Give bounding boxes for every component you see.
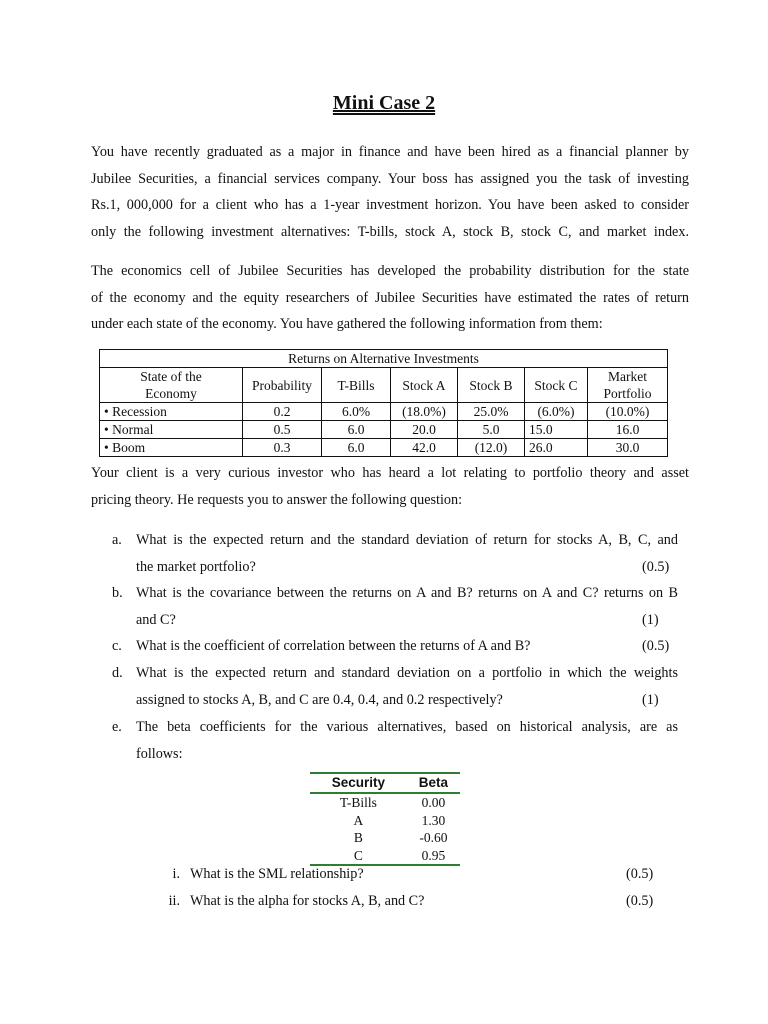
economics-line: of the economy and the equity researchers of Jubilee Securities have estimated the rates of return (91, 289, 689, 306)
question-b (112, 580, 678, 633)
question-text: What is the expected return and the standard deviation of return for stocks A, B, C, and (136, 532, 678, 548)
question-letter: c. (112, 638, 122, 654)
question-text: the market portfolio? (136, 558, 256, 575)
cell-beta: 1.30 (421, 812, 446, 828)
header-stock-b: Stock B (458, 368, 525, 403)
subquestion-text: What is the alpha for stocks A, B, and C? (190, 893, 425, 909)
table-row (100, 403, 668, 421)
table-row (310, 793, 460, 812)
client-paragraph (91, 460, 689, 513)
intro-line: Jubilee Securities, a financial services company. Your boss has assigned you the task of investing (91, 170, 689, 187)
question-text: and C? (136, 611, 176, 628)
header-probability: Probability (243, 368, 322, 403)
question-text: What is the covariance between the returns on A and B? returns on A and C? returns on B (136, 585, 678, 601)
intro-line: You have recently graduated as a major in finance and have been hired as a financial planner by (91, 144, 689, 160)
cell-stock-a: 42.0 (391, 439, 458, 457)
returns-table-header-row (100, 368, 668, 403)
returns-table-caption: Returns on Alternative Investments (100, 350, 668, 368)
subquestion-text: What is the SML relationship? (190, 866, 364, 882)
client-line: Your client is a very curious investor who has heard a lot relating to portfolio theory and asset (91, 465, 689, 481)
cell-beta: -0.60 (419, 830, 448, 845)
economics-paragraph (91, 258, 689, 338)
cell-state: • Normal (100, 421, 243, 439)
subquestion-number: i. (172, 866, 180, 882)
question-text: What is the coefficient of correlation between the returns of A and B? (136, 638, 531, 654)
question-mark: (1) (642, 611, 659, 628)
cell-stock-c: 26.0 (525, 439, 588, 457)
question-e (112, 714, 678, 767)
subquestion-ii (156, 888, 662, 915)
cell-stock-c: (6.0%) (525, 403, 588, 421)
cell-probability: 0.2 (243, 403, 322, 421)
intro-line: Rs.1, 000,000 for a client who has a 1-year investment horizon. You have been asked to consider (91, 197, 689, 213)
table-row (310, 812, 460, 830)
cell-state: • Recession (100, 403, 243, 421)
table-row (100, 439, 668, 457)
intro-paragraph (91, 139, 689, 245)
cell-probability: 0.3 (243, 439, 322, 457)
beta-table (310, 772, 460, 866)
cell-beta: 0.00 (421, 795, 446, 810)
economics-line: The economics cell of Jubilee Securities has developed the probability distribution for the state (91, 263, 689, 279)
question-letter: b. (112, 585, 123, 601)
cell-stock-a: 20.0 (391, 421, 458, 439)
table-row (310, 829, 460, 847)
cell-security: T-Bills (339, 795, 377, 810)
cell-stock-a: (18.0%) (391, 403, 458, 421)
question-a (112, 527, 678, 580)
client-line: pricing theory. He requests you to answer the following question: (91, 491, 463, 508)
cell-state: • Boom (100, 439, 243, 457)
cell-security: A (353, 812, 364, 828)
header-state: State of the Economy (100, 368, 243, 403)
question-letter: e. (112, 719, 122, 735)
subquestion-number: ii. (168, 893, 180, 909)
cell-market: 16.0 (588, 421, 668, 439)
cell-tbills: 6.0 (322, 439, 391, 457)
question-mark: (1) (642, 691, 659, 708)
question-d (112, 660, 678, 713)
question-mark: (0.5) (642, 638, 670, 654)
subquestion-i (156, 861, 662, 888)
cell-stock-b: 25.0% (458, 403, 525, 421)
header-stock-c: Stock C (525, 368, 588, 403)
cell-tbills: 6.0 (322, 421, 391, 439)
question-mark: (0.5) (642, 558, 670, 575)
question-text: The beta coefficients for the various alternatives, based on historical analysis, are as (136, 719, 678, 735)
subquestion-mark: (0.5) (626, 866, 654, 882)
cell-security: B (353, 830, 363, 845)
cell-tbills: 6.0% (322, 403, 391, 421)
question-text: What is the expected return and standard deviation on a portfolio in which the weights (136, 665, 678, 681)
question-letter: d. (112, 665, 123, 681)
cell-stock-c: 15.0 (525, 421, 588, 439)
header-market: Market Portfolio (588, 368, 668, 403)
question-text: follows: (136, 745, 183, 762)
intro-line: only the following investment alternatives: T-bills, stock A, stock B, stock C, and market index. (91, 223, 689, 240)
cell-security: C (310, 847, 407, 866)
cell-probability: 0.5 (243, 421, 322, 439)
header-beta: Beta (407, 773, 460, 793)
cell-stock-b: 5.0 (458, 421, 525, 439)
economics-line: under each state of the economy. You have gathered the following information from them: (91, 316, 603, 332)
header-security: Security (310, 773, 407, 793)
question-c (112, 633, 678, 660)
question-letter: a. (112, 532, 122, 548)
question-text: assigned to stocks A, B, and C are 0.4, 0.4, and 0.2 respectively? (136, 691, 503, 708)
cell-market: (10.0%) (588, 403, 668, 421)
header-stock-a: Stock A (391, 368, 458, 403)
page-title: Mini Case 2 (332, 92, 436, 114)
beta-table-header-row (310, 773, 460, 793)
returns-table (99, 349, 668, 457)
table-row (100, 421, 668, 439)
header-tbills: T-Bills (322, 368, 391, 403)
subquestion-mark: (0.5) (626, 893, 654, 909)
cell-stock-b: (12.0) (458, 439, 525, 457)
cell-market: 30.0 (588, 439, 668, 457)
cell-beta: 0.95 (407, 847, 460, 866)
